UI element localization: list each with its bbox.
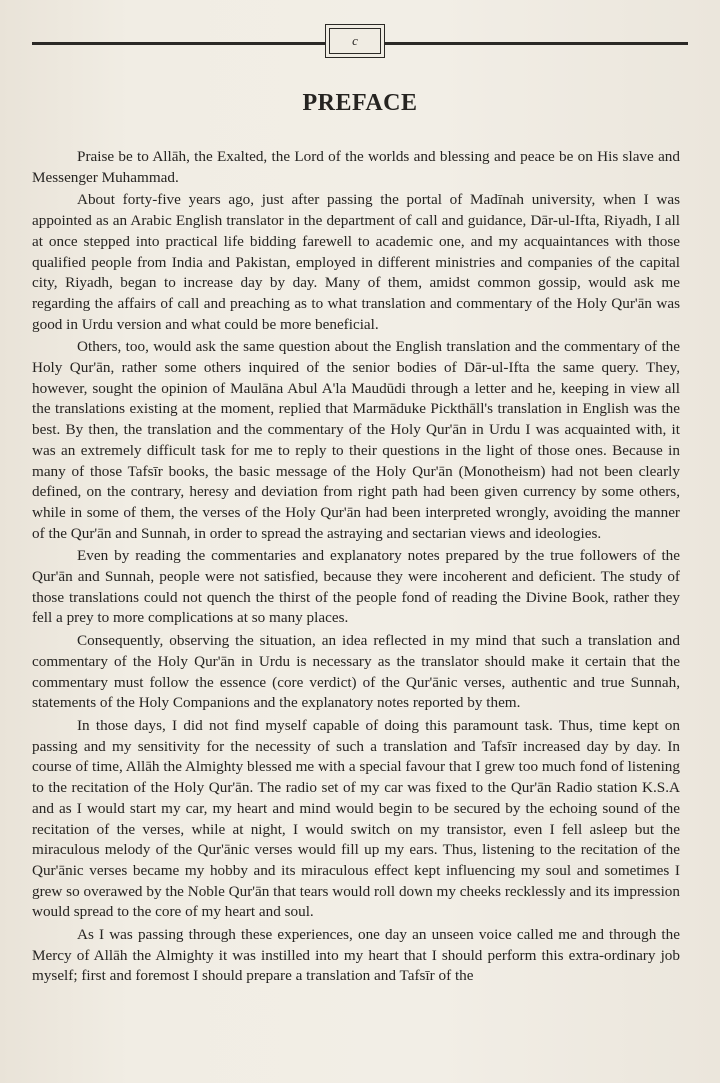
paragraph-2: About forty-five years ago, just after passing the portal of Madīnah university, when I was appointed as an Arabic English translator in the department of call and guidance, Dār-ul-Ifta, Riyadh, I all at once stepped into practical life bidding farewell to academic one, and my acquaintances with those qualified people from India and Pakistan, employed in different ministries and companies of the capital city, Riyadh, began to increase day by day. Many of them, amidst common gossip, would ask me regarding the affairs of call and preaching as to what translation and commentary of the Holy Qur'ān was good in Urdu version and what could be more beneficial. <box>32 191 680 333</box>
paragraph-6: In those days, I did not find myself capable of doing this paramount task. Thus, time kept on passing and my sensitivity for the necessity of such a translation and Tafsīr increased day by day. In course of time, Allāh the Almighty blessed me with a special favour that I grew too much fond of listening to the recitation of the Holy Qur'ān. The radio set of my car was fixed to the Qur'ān Radio station K.S.A and as I would start my car, my heart and mind would begin to be secured by the echoing sound of the recitation of the verses, while at night, I would switch on my transistor, even I fell asleep but the miraculous melody of the Qur'ānic verses would fill up my ears. Thus, listening to the recitation of the Qur'ānic verses became my hobby and its miraculous effect kept influencing my soul and sometimes I grew so overawed by the Noble Qur'ān that tears would roll down my cheeks recklessly and its impression would spread to the core of my heart and soul. <box>32 716 680 921</box>
paragraph-3: Others, too, would ask the same question about the English translation and the commentary of the Holy Qur'ān, rather some others inquired of the senior bodies of Dār-ul-Ifta the same query. They, however, sought the opinion of Maulāna Abul A'la Maudūdi through a letter and he, keeping in view all the translations existing at the moment, replied that Marmāduke Pickthāll's translation in English was the best. By then, the translation and the commentary of the Holy Qur'ān in Urdu I was acquainted with, it was an extremely difficult task for me to reply to their questions in the light of those ones. Because in many of those Tafsīr books, the basic message of the Holy Qur'ān (Monotheism) had not been clearly defined, on the contrary, heresy and deviation from right path had been given currency by some others, while in some of them, the verses of the Holy Qur'ān had been interpreted wrongly, avoiding the manner of the Qur'ān and Sunnah, in order to spread the astraying and sectarian views and ideologies. <box>32 338 680 542</box>
body-text <box>32 147 680 987</box>
paragraph-7: As I was passing through these experiences, one day an unseen voice called me and through the Mercy of Allāh the Almighty it was instilled into my heart that I should perform this extra-ordinary job myself; first and foremost I should prepare a translation and Tafsīr of the <box>32 926 680 985</box>
paragraph-4: Even by reading the commentaries and explanatory notes prepared by the true followers of the Qur'ān and Sunnah, people were not satisfied, because they were incoherent and deficient. The study of those translations could not quench the thirst of the people fond of reading the Divine Book, rather they fell a prey to more complications at so many places. <box>32 547 680 627</box>
paragraph-5: Consequently, observing the situation, an idea reflected in my mind that such a translation and commentary of the Holy Qur'ān in Urdu is necessary as the translator should make it certain that the commentary must follow the essence (core verdict) of the Qur'ānic verses, authentic and true Sunnah, statements of the Holy Companions and the explanatory notes reported by them. <box>32 632 680 712</box>
page-marker: c <box>329 28 381 54</box>
paragraph-1: Praise be to Allāh, the Exalted, the Lord of the worlds and blessing and peace be on His slave and Messenger Muhammad. <box>32 148 680 186</box>
page-marker-box <box>325 24 385 58</box>
page-title: PREFACE <box>302 90 418 116</box>
